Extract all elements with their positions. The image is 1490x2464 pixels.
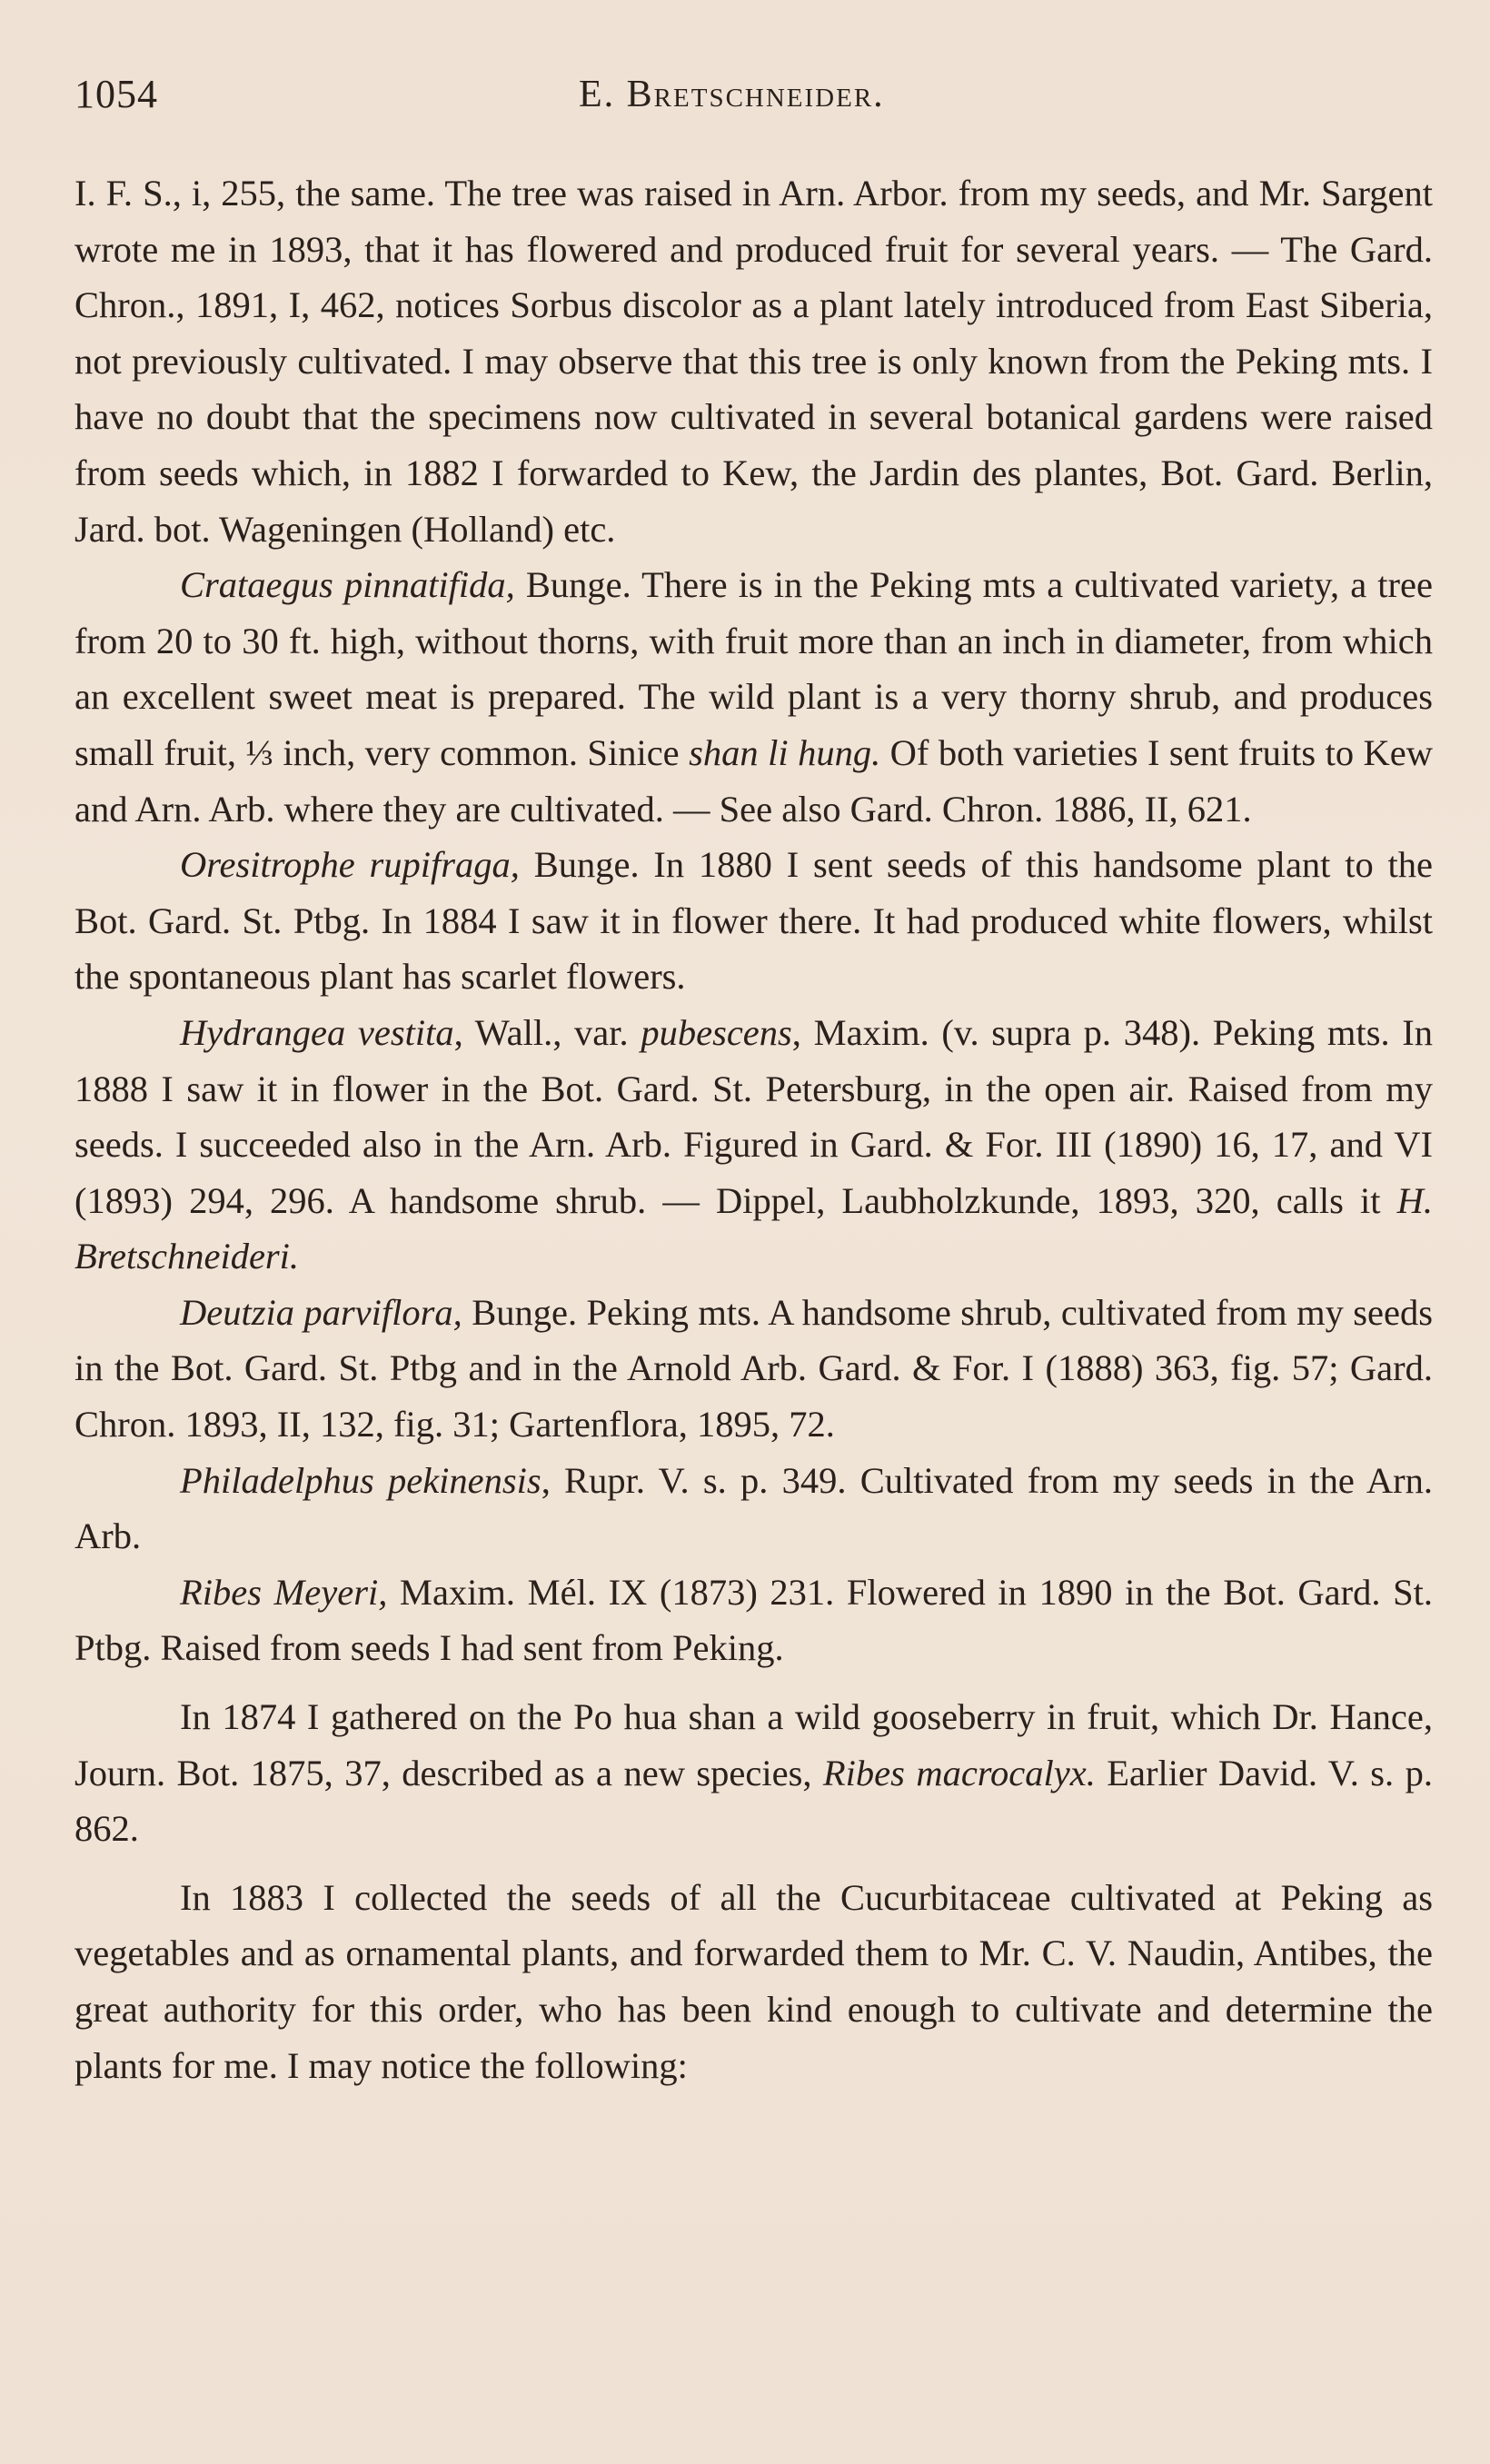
paragraph: [74, 1565, 1433, 1676]
paragraph: [74, 1453, 1433, 1565]
paragraph: [74, 1870, 1433, 2093]
text-segment: , Maxim. (v. supra p. 348). Peking mts. In 1888 I saw it in flower in the Bot. Gard. St. Petersburg, in the open air. Raised from my seeds. I succeeded also in the Arn. Arb. Figured in Gard. & For. III (1890) 16, 17, and VI (1893) 294, 296. A handsome shrub. — Dippel, Laubholzkunde, 1893, 320, calls it: [74, 1011, 1433, 1221]
text-segment: In 1874 I gathered on the Po hua shan a wild gooseberry in fruit, which Dr. Hance, Journ. Bot. 1875, 37, described as a new species,: [74, 1696, 1433, 1793]
paragraph: [74, 1285, 1433, 1453]
italic-text-segment: Crataegus pinnatifida,: [180, 564, 515, 606]
italic-text-segment: Ribes Meyeri,: [180, 1571, 388, 1613]
text-segment: Earlier David. V. s. p. 862.: [74, 1752, 1433, 1850]
page-header: [74, 71, 1433, 125]
paragraph: [74, 837, 1433, 1005]
text-segment: Maxim. Mél. IX (1873) 231. Flowered in 1890 in the Bot. Gard. St. Ptbg. Raised from seeds I had sent from Peking.: [74, 1571, 1433, 1669]
italic-text-segment: Oresitrophe rupifraga,: [180, 844, 520, 886]
text-segment: Bunge. There is in the Peking mts a cultivated variety, a tree from 20 to 30 ft. high, without thorns, with fruit more than an inch in diameter, from which an excellent sweet meat is prepared. The wild plant is a very thorny shrub, and produces small fruit, ⅓ inch, very common. Sinice: [74, 564, 1433, 773]
text-segment: Bunge. Peking mts. A handsome shrub, cultivated from my seeds in the Bot. Gard. St. Ptbg and in the Arnold Arb. Gard. & For. I (1888) 363, fig. 57; Gard. Chron. 1893, II, 132, fig. 31; Gartenflora, 1895, 72.: [74, 1291, 1433, 1446]
italic-text-segment: Philadelphus pekinensis: [180, 1459, 541, 1501]
paragraph: [74, 557, 1433, 837]
text-segment: In 1883 I collected the seeds of all the Cucurbitaceae cultivated at Peking as vegetables and as ornamental plants, and forwarded them to Mr. C. V. Naudin, Antibes, the great authority for this order, who has been kind enough to cultivate and determine the plants for me. I may notice the following:: [74, 1876, 1433, 2086]
text-segment: I. F. S., i, 255, the same. The tree was raised in Arn. Arbor. from my seeds, and Mr. Sargent wrote me in 1893, that it has flowered and produced fruit for several years. — The Gard. Chron., 1891, I, 462, notices Sorbus discolor as a plant lately introduced from East Siberia, not previously cultivated. I may observe that this tree is only known from the Peking mts. I have no doubt that the specimens now cultivated in several botanical gardens were raised from seeds which, in 1882 I forwarded to Kew, the Jardin des plantes, Bot. Gard. Berlin, Jard. bot. Wageningen (Holland) etc.: [74, 173, 1433, 550]
text-segment: Of both varieties I sent fruits to Kew and Arn. Arb. where they are cultivated. — See also Gard. Chron. 1886, II, 621.: [74, 731, 1434, 830]
text-segment: Bunge. In 1880 I sent seeds of this handsome plant to the Bot. Gard. St. Ptbg. In 1884 I saw it in flower there. It had produced white flowers, whilst the spontaneous plant has scarlet flowers.: [74, 844, 1433, 998]
italic-text-segment: Ribes macrocalyx.: [822, 1752, 1096, 1793]
italic-text-segment: Hydrangea vestita: [180, 1011, 454, 1053]
page-number: 1054: [74, 72, 158, 116]
paragraph: [74, 1005, 1433, 1285]
paragraph: [74, 165, 1433, 557]
text-segment: , Rupr. V. s. p. 349. Cultivated from my seeds in the Arn. Arb.: [74, 1459, 1433, 1557]
italic-text-segment: Deutzia parviflora,: [180, 1291, 462, 1333]
paragraph: [74, 1689, 1433, 1857]
body-text: [74, 165, 1433, 2093]
italic-text-segment: shan li hung.: [689, 731, 881, 773]
italic-text-segment: H. Bretschneideri.: [74, 1179, 1433, 1277]
text-segment: , Wall., var.: [453, 1011, 641, 1053]
italic-text-segment: pubescens: [641, 1011, 792, 1053]
running-head: E. Bretschneider.: [579, 74, 885, 115]
